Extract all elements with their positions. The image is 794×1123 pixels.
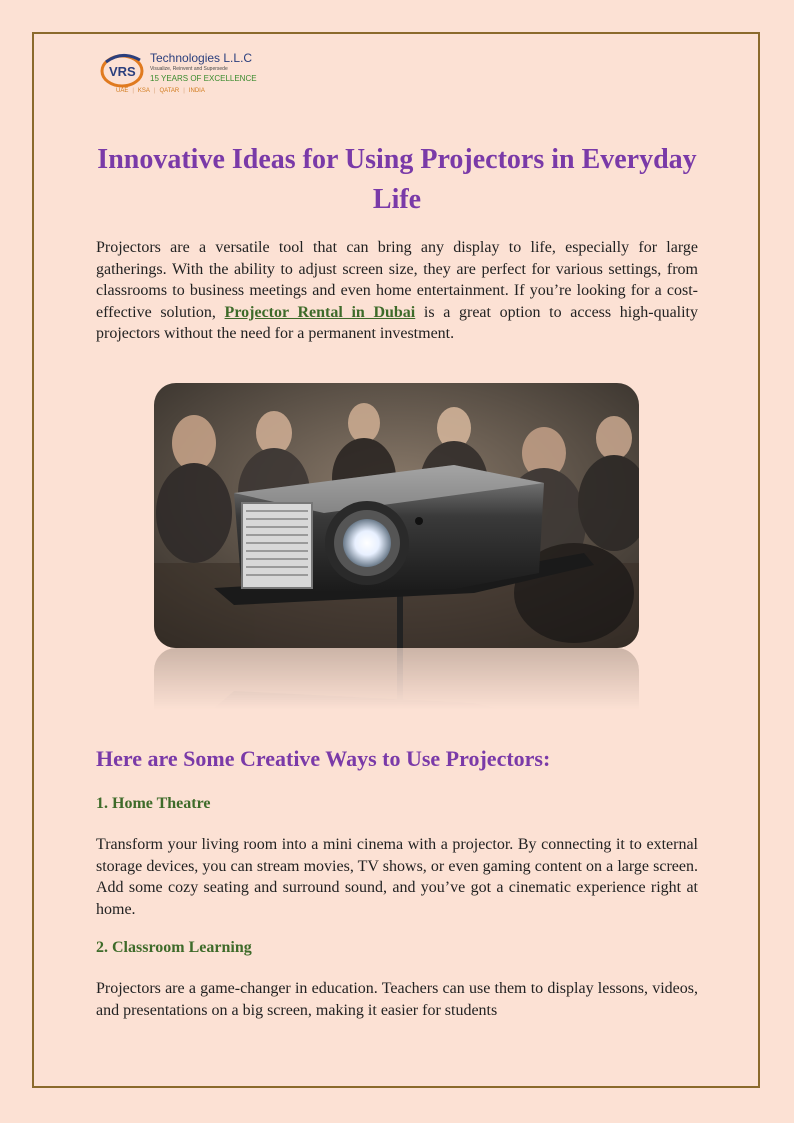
logo-company-name: Technologies L.L.C bbox=[150, 51, 253, 65]
section-heading: Here are Some Creative Ways to Use Projectors: bbox=[96, 746, 551, 771]
logo-countries: UAE | KSA | QATAR | INDIA bbox=[116, 88, 205, 94]
item-heading-home-theatre: 1. Home Theatre bbox=[96, 795, 211, 812]
projector-photo bbox=[154, 383, 639, 648]
page-title: Innovative Ideas for Using Projectors in Everyday Life bbox=[97, 144, 697, 215]
company-logo bbox=[100, 48, 280, 100]
logo-tagline: Visualize, Reinvent and Supersede bbox=[150, 66, 228, 72]
country-qatar: QATAR bbox=[159, 88, 180, 94]
projector-rental-link[interactable]: Projector Rental in Dubai bbox=[224, 303, 416, 321]
vrs-logo-icon bbox=[100, 50, 146, 90]
item-text-classroom-learning: Projectors are a game-changer in education. Teachers can use them to display lessons, videos, and presentations on a big screen, making it easier for students bbox=[96, 980, 698, 1019]
item-heading-classroom-learning: 2. Classroom Learning bbox=[96, 939, 252, 956]
country-uae: UAE bbox=[116, 88, 129, 94]
logo-years: 15 YEARS OF EXCELLENCE bbox=[150, 74, 257, 83]
intro-text-before: Projectors are a versatile tool that can bring any display to life, especially for large gatherings. With the ability to adjust screen size, they are perfect for various settings, from classrooms to business meetings and even home entertainment. If you’re looking for a cost-effective solution, bbox=[96, 239, 698, 321]
intro-text-after: is a great option to access high-quality projectors without the need for a permanent investment. bbox=[96, 303, 698, 342]
item-text-home-theatre: Transform your living room into a mini cinema with a projector. By connecting it to external storage devices, you can stream movies, TV shows, or even gaming content on a large screen. Add some cozy seating and surround sound, and you’ve got a cinematic experience right at home. bbox=[96, 836, 698, 918]
country-india: INDIA bbox=[188, 88, 205, 94]
intro-paragraph bbox=[96, 237, 698, 345]
logo-badge-text: VRS bbox=[109, 64, 136, 79]
photo-reflection bbox=[154, 648, 639, 710]
country-ksa: KSA bbox=[137, 88, 150, 94]
